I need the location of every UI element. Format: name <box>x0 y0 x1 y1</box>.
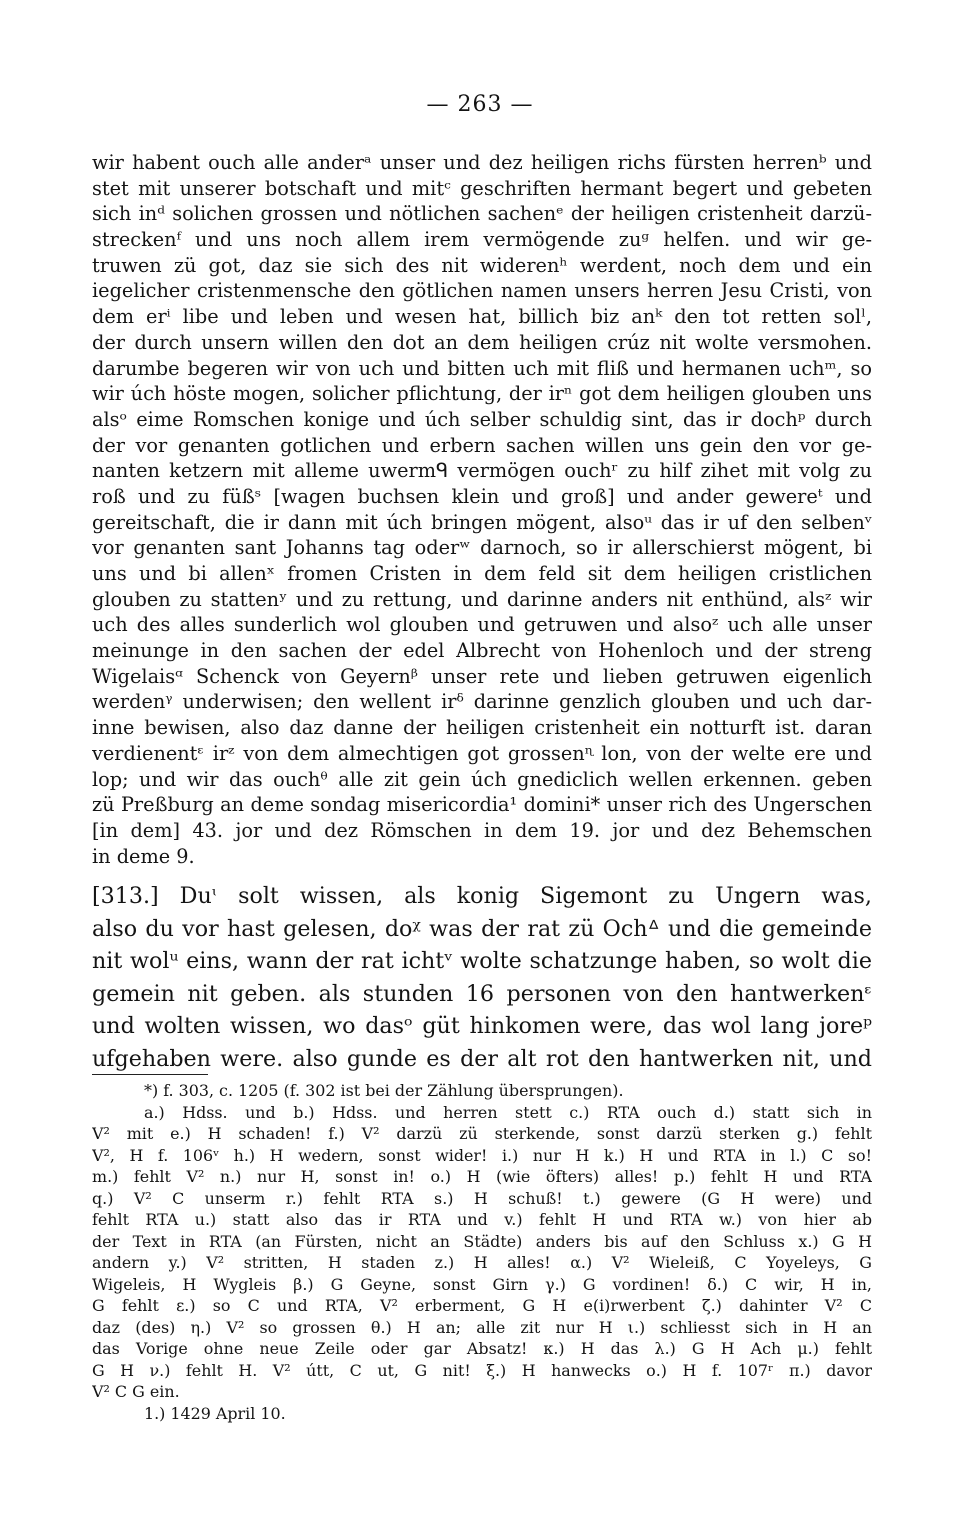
text-line: meinunge in den sachen der edel Albrecht von Hohenloch und der streng <box>92 639 872 663</box>
text-line: der vor genanten gotlichen und erbern sachen willen uns gein den vor ge- <box>92 433 872 457</box>
text-line: sich inᵈ solichen grossen und nötlichen sachenᵉ der heiligen cristenheit darzü- <box>92 202 872 226</box>
paragraph-313 <box>92 880 872 1075</box>
footnote-line: V², H f. 106ᵛ h.) H wedern, sonst wider! i.) nur H k.) H und RTA in l.) C so! <box>92 1145 872 1165</box>
footnote-line: a.) Hdss. und b.) Hdss. und herren stett c.) RTA ouch d.) statt sich in <box>144 1102 872 1122</box>
footnote-line: *) f. 303, c. 1205 (f. 302 ist bei der Zählung übersprungen). <box>144 1081 624 1100</box>
text-line: uch des alles sunderlich wol glouben und getruwen und alsoᶻ uch alle unser <box>92 613 872 637</box>
footnote-line: das Vorige ohne neue Zeile oder gar Absatz! κ.) H das λ.) G H Ach μ.) fehlt <box>92 1339 872 1358</box>
footnote-line: G H ν.) fehlt H. V² útt, C ut, G nit! ξ.) H hanwecks ο.) H f. 107ʳ π.) davor <box>92 1360 872 1380</box>
text-line: truwen zü got, daz sie sich des nit widerenʰ werdent, noch dem und ein <box>92 253 872 277</box>
text-line: ufgehaben were. also gunde es der alt rot den hantwerken nit, und <box>92 1045 872 1072</box>
text-line: darumbe begeren wir von uch und bitten uch mit fliß und hermanen uchᵐ, so <box>92 356 872 380</box>
page-number: — 263 — <box>426 92 534 117</box>
footnote-line: Wigeleis, H Wygleis β.) G Geyne, sonst Girn γ.) G vordinen! δ.) C wir, H in, <box>92 1274 872 1294</box>
text-line: zü Preßburg an deme sondag misericordia¹ domini* unser rich des Ungerschen <box>92 793 872 817</box>
footnote-line: der Text in RTA (an Fürsten, nicht an Städte) anders bis auf den Schluss x.) G H <box>92 1231 872 1251</box>
text-line: also du vor hast gelesen, doᵡ was der rat zü Ochᐞ und die gemeinde <box>92 915 872 942</box>
text-line: und wolten wissen, wo dasᵒ güt hinkomen were, das wol lang joreᵖ <box>92 1013 872 1039</box>
text-line: gemein nit geben. als stunden 16 personen von den hantwerkenᵋ <box>92 980 872 1007</box>
text-line: wir úch höste mogen, solicher pflichtung, der irⁿ got dem heiligen glouben uns <box>92 382 872 406</box>
text-line: inne bewisen, also daz danne der heiligen cristenheit ein notturft ist. daran <box>92 716 872 740</box>
footnote-line: q.) V² C unserm r.) fehlt RTA s.) H schuß! t.) gewere (G H were) und <box>92 1188 872 1208</box>
footnote-line: 1.) 1429 April 10. <box>144 1403 286 1423</box>
text-line: [in dem] 43. jor und dez Römschen in dem 19. jor und dez Behemschen <box>92 818 872 842</box>
footnotes <box>92 1080 872 1424</box>
text-line: Wigelaisᵅ Schenck von Geyernᵝ unser rete und lieben getruwen eigenlich <box>92 664 872 688</box>
footnote-line: G fehlt ε.) so C und RTA, V² erberment, G H e(i)rwerbent ζ.) dahinter V² C <box>92 1296 872 1315</box>
text-line: in deme 9. <box>92 844 195 868</box>
text-line: [313.] Duᶥ solt wissen, als konig Sigemont zu Ungern was, <box>92 883 872 909</box>
footnote-line: m.) fehlt V² n.) nur H, sonst in! o.) H (wie öfters) alles! p.) fehlt H und RTA <box>92 1167 872 1186</box>
text-line: verdienentᵋ irᶻ von dem almechtigen got grossenᶯ lon, von der welte ere und <box>92 741 872 765</box>
footnote-line: daz (des) η.) V² so grossen θ.) H an; alle zit nur H ι.) schliesst sich in H an <box>92 1317 872 1337</box>
text-line: werdenᵞ underwisen; den wellent irᵟ darinne genzlich glouben und uch dar- <box>92 690 872 714</box>
footnote-line: V² C G ein. <box>92 1382 180 1401</box>
footnote-line: V² mit e.) H schaden! f.) V² darzü zü sterkende, sonst darzü sterken g.) fehlt <box>92 1124 872 1143</box>
text-line: roß und zu füßˢ [wagen buchsen klein und groß] und ander gewereᵗ und <box>92 484 872 508</box>
text-line: iegelicher cristenmensche den götlichen namen unsers herren Jesu Cristi, von <box>92 279 872 303</box>
footnote-line: andern y.) V² stritten, H staden z.) H alles! α.) V² Wieleiß, C Yoyeleys, G <box>92 1253 872 1272</box>
paragraph-letter <box>92 150 872 869</box>
text-line: uns und bi allenˣ fromen Cristen in dem feld sit dem heiligen cristlichen <box>92 562 872 585</box>
text-line: alsᵒ eime Romschen konige und úch selber schuldig sint, das ir dochᵖ durch <box>92 407 872 431</box>
text-line: dem erⁱ libe und leben und wesen hat, billich biz anᵏ den tot retten solˡ, <box>92 305 872 329</box>
text-line: lop; und wir das ouchᶿ alle zit gein úch gnediclich wellen erkennen. geben <box>92 767 872 791</box>
text-line: nit wolᵘ eins, wann der rat ichtᵛ wolte schatzunge haben, so wolt die <box>92 948 872 974</box>
footnote-line: fehlt RTA u.) statt also das ir RTA und v.) fehlt H und RTA w.) von hier ab <box>92 1210 872 1229</box>
text-line: gereitschaft, die ir dann mit úch bringen mögent, alsoᵘ das ir uf den selbenᵛ <box>92 510 872 534</box>
text-line: nanten ketzern mit alleme uwermᑫ vermögen ouchʳ zu hilf zihet mit volg zu <box>92 459 872 483</box>
text-line: streckenᶠ und uns noch allem irem vermögende zuᵍ helfen. und wir ge- <box>92 228 872 252</box>
text-line: stet mit unserer botschaft und mitᶜ geschriften hermant begert und gebeten <box>92 176 872 200</box>
text-line: glouben zu stattenʸ und zu rettung, und darinne anders nit enthünd, alsᶻ wir <box>92 587 872 611</box>
text-line: der durch unsern willen den dot an dem heiligen crúz nit wolte versmohen. <box>92 330 872 354</box>
footnote-separator <box>92 1074 208 1075</box>
text-line: vor genanten sant Johanns tag oderʷ darnoch, so ir allerschierst mögent, bi <box>92 536 872 560</box>
text-line: wir habent ouch alle anderᵃ unser und dez heiligen richs fürsten herrenᵇ und <box>92 151 872 174</box>
